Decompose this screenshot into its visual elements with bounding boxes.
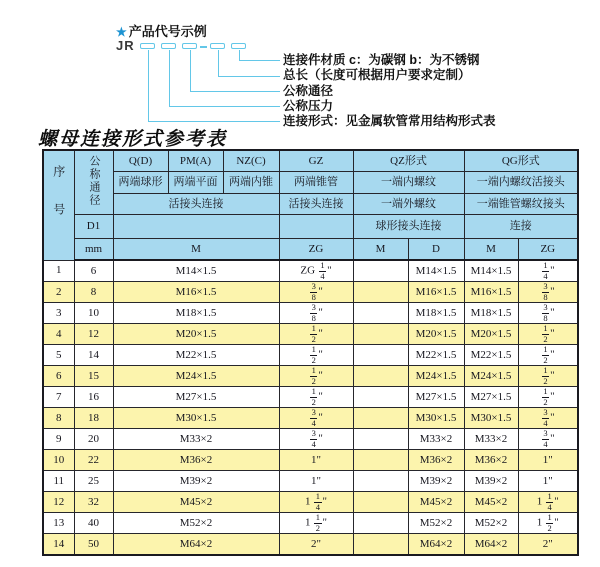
gz-zg-cell: $\frac{1}{2}$ " [279,324,353,345]
qz-m-cell [353,492,408,513]
gz-zg-cell: 1" [279,471,353,492]
dn-cell: 50 [74,534,113,556]
col-header-q: Q(D) [113,150,168,172]
dn-cell: 18 [74,408,113,429]
dn-cell: 20 [74,429,113,450]
star-icon: ★ [116,25,127,39]
table-row [43,513,578,534]
gz-zg-cell: $\frac{3}{8}$ " [279,303,353,324]
header-row [43,194,578,215]
fraction: $\frac{3}{8}$ [543,302,548,323]
dn-cell: 15 [74,366,113,387]
qg-zg-cell: $\frac{1}{2}$ " [518,345,578,366]
qg-m-cell: M14×1.5 [464,260,518,282]
qg-zg-cell: $\frac{3}{8}$ " [518,282,578,303]
gz-zg-cell: 1" [279,450,353,471]
qz-m-cell [353,345,408,366]
gz-zg-cell: $\frac{1}{2}$ " [279,345,353,366]
qg-zg-cell: 1 $\frac{1}{4}$ " [518,492,578,513]
qz-m-cell [353,282,408,303]
header-qz-m: M [353,239,408,261]
qg-m-cell: M64×2 [464,534,518,556]
seq-cell: 12 [43,492,74,513]
qz-m-cell [353,387,408,408]
gz-zg-cell: 1 $\frac{1}{2}$ " [279,513,353,534]
qg-zg-cell: 1" [518,450,578,471]
qg-zg-cell: $\frac{1}{2}$ " [518,387,578,408]
gz-zg-cell: ZG $\frac{1}{4}$ " [279,260,353,282]
col-header-gz: GZ [279,150,353,172]
m-cell: M45×2 [113,492,279,513]
qg-zg-cell: 1 $\frac{1}{2}$ " [518,513,578,534]
fraction: $\frac{1}{2}$ [543,323,548,344]
col-header-qz: QZ形式 [353,150,464,172]
table-row [43,429,578,450]
diagram-label-material: 连接件材质 c：为碳钢 b：为不锈钢 [283,53,480,67]
qg-m-cell: M30×1.5 [464,408,518,429]
header-pm-desc: 两端平面 [168,172,223,194]
m-cell: M24×1.5 [113,366,279,387]
fraction: $\frac{1}{2}$ [311,323,316,344]
seq-cell: 5 [43,345,74,366]
table-row [43,366,578,387]
qg-zg-cell: $\frac{3}{4}$ " [518,429,578,450]
header-d1: D1 [74,215,113,239]
fraction: $\frac{1}{2}$ [311,365,316,386]
diagram-label-pressure: 公称压力 [283,99,334,113]
gz-zg-cell: 1 $\frac{1}{4}$ " [279,492,353,513]
m-cell: M20×1.5 [113,324,279,345]
qz-m-cell [353,471,408,492]
seq-cell: 11 [43,471,74,492]
m-cell: M39×2 [113,471,279,492]
fraction: $\frac{1}{2}$ [543,386,548,407]
qz-d-cell: M20×1.5 [408,324,464,345]
qg-m-cell: M27×1.5 [464,387,518,408]
dn-cell: 8 [74,282,113,303]
qz-m-cell [353,303,408,324]
m-cell: M22×1.5 [113,345,279,366]
qz-d-cell: M16×1.5 [408,282,464,303]
dn-cell: 25 [74,471,113,492]
diagram-label-length: 总长（长度可根据用户要求定制） [283,68,471,82]
m-cell: M33×2 [113,429,279,450]
seq-cell: 3 [43,303,74,324]
connector-line [148,50,280,122]
gz-zg-cell: $\frac{3}{4}$ " [279,429,353,450]
qz-d-cell: M22×1.5 [408,345,464,366]
fraction: $\frac{3}{8}$ [311,302,316,323]
seq-cell: 4 [43,324,74,345]
seq-cell: 7 [43,387,74,408]
fraction: $\frac{1}{2}$ [311,344,316,365]
diagram-title-text: 产品代号示例 [128,24,207,39]
fraction: $\frac{3}{4}$ [311,407,316,428]
fraction: $\frac{1}{2}$ [315,512,320,533]
code-box [161,43,176,49]
dn-cell: 32 [74,492,113,513]
qg-m-cell: M18×1.5 [464,303,518,324]
fraction: $\frac{1}{2}$ [311,386,316,407]
qz-d-cell: M14×1.5 [408,260,464,282]
header-qg-m: M [464,239,518,261]
dn-cell: 6 [74,260,113,282]
qz-m-cell [353,408,408,429]
col-header-pm: PM(A) [168,150,223,172]
qz-d-cell: M18×1.5 [408,303,464,324]
header-qg-desc2: 一端锥管螺纹接头 [464,194,578,215]
qg-m-cell: M33×2 [464,429,518,450]
table-row [43,387,578,408]
m-cell: M30×1.5 [113,408,279,429]
table-row [43,471,578,492]
fraction: $\frac{3}{4}$ [543,428,548,449]
col-header-seq: 序号 [43,150,74,260]
qg-zg-cell: $\frac{1}{2}$ " [518,324,578,345]
header-qz-desc1: 一端内螺纹 [353,172,464,194]
header-qg-zg: ZG [518,239,578,261]
header-gz-connection: 活接头连接 [279,194,353,215]
qz-d-cell: M33×2 [408,429,464,450]
fraction: $\frac{3}{8}$ [543,281,548,302]
qg-m-cell: M52×2 [464,513,518,534]
qz-d-cell: M27×1.5 [408,387,464,408]
header-row [43,215,578,239]
dn-cell: 40 [74,513,113,534]
dn-cell: 14 [74,345,113,366]
qg-zg-cell: $\frac{1}{2}$ " [518,366,578,387]
code-box [210,43,225,49]
m-cell: M36×2 [113,450,279,471]
qg-zg-cell: $\frac{1}{4}$ " [518,260,578,282]
qg-zg-cell: $\frac{3}{4}$ " [518,408,578,429]
seq-cell: 1 [43,260,74,282]
qz-m-cell [353,260,408,282]
m-cell: M18×1.5 [113,303,279,324]
qg-m-cell: M20×1.5 [464,324,518,345]
seq-cell: 10 [43,450,74,471]
header-row [43,239,578,261]
header-gz-desc: 两端锥管 [279,172,353,194]
qz-d-cell: M64×2 [408,534,464,556]
qg-m-cell: M36×2 [464,450,518,471]
diagram-label-connection: 连接形式：见金属软管常用结构形式表 [283,114,496,128]
m-cell: M14×1.5 [113,260,279,282]
dn-cell: 16 [74,387,113,408]
code-box [140,43,155,49]
reference-table [42,149,579,556]
col-header-nz: NZ(C) [223,150,279,172]
qg-m-cell: M45×2 [464,492,518,513]
m-cell: M16×1.5 [113,282,279,303]
qz-d-cell: M39×2 [408,471,464,492]
qz-d-cell: M36×2 [408,450,464,471]
header-blank [113,215,279,239]
qz-d-cell: M45×2 [408,492,464,513]
col-header-dn: 公称通径 [74,150,113,215]
seq-cell: 14 [43,534,74,556]
fraction: $\frac{1}{2}$ [543,344,548,365]
gz-zg-cell: $\frac{1}{2}$ " [279,387,353,408]
table-row [43,492,578,513]
qz-d-cell: M30×1.5 [408,408,464,429]
table-row [43,324,578,345]
fraction: $\frac{3}{4}$ [311,428,316,449]
table-row [43,260,578,282]
header-m: M [113,239,279,261]
product-code-prefix: JR [116,38,135,53]
gz-zg-cell: $\frac{3}{4}$ " [279,408,353,429]
qz-m-cell [353,324,408,345]
qz-m-cell [353,450,408,471]
gz-zg-cell: 2" [279,534,353,556]
qg-m-cell: M24×1.5 [464,366,518,387]
qg-zg-cell: 2" [518,534,578,556]
fraction: $\frac{1}{4}$ [320,260,325,281]
gz-zg-cell: $\frac{3}{8}$ " [279,282,353,303]
col-header-qg: QG形式 [464,150,578,172]
qg-m-cell: M39×2 [464,471,518,492]
m-cell: M27×1.5 [113,387,279,408]
m-cell: M64×2 [113,534,279,556]
header-blank [279,215,353,239]
table-row [43,345,578,366]
qg-zg-cell: 1" [518,471,578,492]
fraction: $\frac{1}{4}$ [543,260,548,281]
fraction: $\frac{1}{2}$ [547,512,552,533]
fraction: $\frac{1}{4}$ [547,491,552,512]
m-cell: M52×2 [113,513,279,534]
dn-cell: 22 [74,450,113,471]
dn-cell: 12 [74,324,113,345]
seq-cell: 6 [43,366,74,387]
fraction: $\frac{3}{8}$ [311,281,316,302]
code-box [182,43,197,49]
dn-cell: 10 [74,303,113,324]
header-qg-connection: 连接 [464,215,578,239]
table-body [43,260,578,555]
code-dash [200,46,207,48]
qg-zg-cell: $\frac{3}{8}$ " [518,303,578,324]
gz-zg-cell: $\frac{1}{2}$ " [279,366,353,387]
seq-cell: 8 [43,408,74,429]
code-box [231,43,246,49]
header-qg-desc1: 一端内螺纹活接头 [464,172,578,194]
table-row [43,282,578,303]
seq-cell: 2 [43,282,74,303]
table-row [43,534,578,556]
qg-m-cell: M22×1.5 [464,345,518,366]
header-mm: mm [74,239,113,261]
seq-cell: 9 [43,429,74,450]
table-row [43,408,578,429]
qz-m-cell [353,534,408,556]
diagram-label-diameter: 公称通径 [283,84,334,98]
table-row [43,450,578,471]
header-q-desc: 两端球形 [113,172,168,194]
qg-m-cell: M16×1.5 [464,282,518,303]
fraction: $\frac{3}{4}$ [543,407,548,428]
header-qz-d: D [408,239,464,261]
table-header [43,150,578,260]
header-qz-connection: 球形接头连接 [353,215,464,239]
qz-m-cell [353,513,408,534]
seq-cell: 13 [43,513,74,534]
header-row [43,172,578,194]
header-union-connection: 活接头连接 [113,194,279,215]
qz-m-cell [353,429,408,450]
qz-d-cell: M52×2 [408,513,464,534]
fraction: $\frac{1}{4}$ [315,491,320,512]
qz-m-cell [353,366,408,387]
header-qz-desc2: 一端外螺纹 [353,194,464,215]
fraction: $\frac{1}{2}$ [543,365,548,386]
header-zg: ZG [279,239,353,261]
qz-d-cell: M24×1.5 [408,366,464,387]
header-nz-desc: 两端内锥 [223,172,279,194]
table-title: 螺母连接形式参考表 [38,128,228,150]
table-row [43,303,578,324]
header-row [43,150,578,172]
